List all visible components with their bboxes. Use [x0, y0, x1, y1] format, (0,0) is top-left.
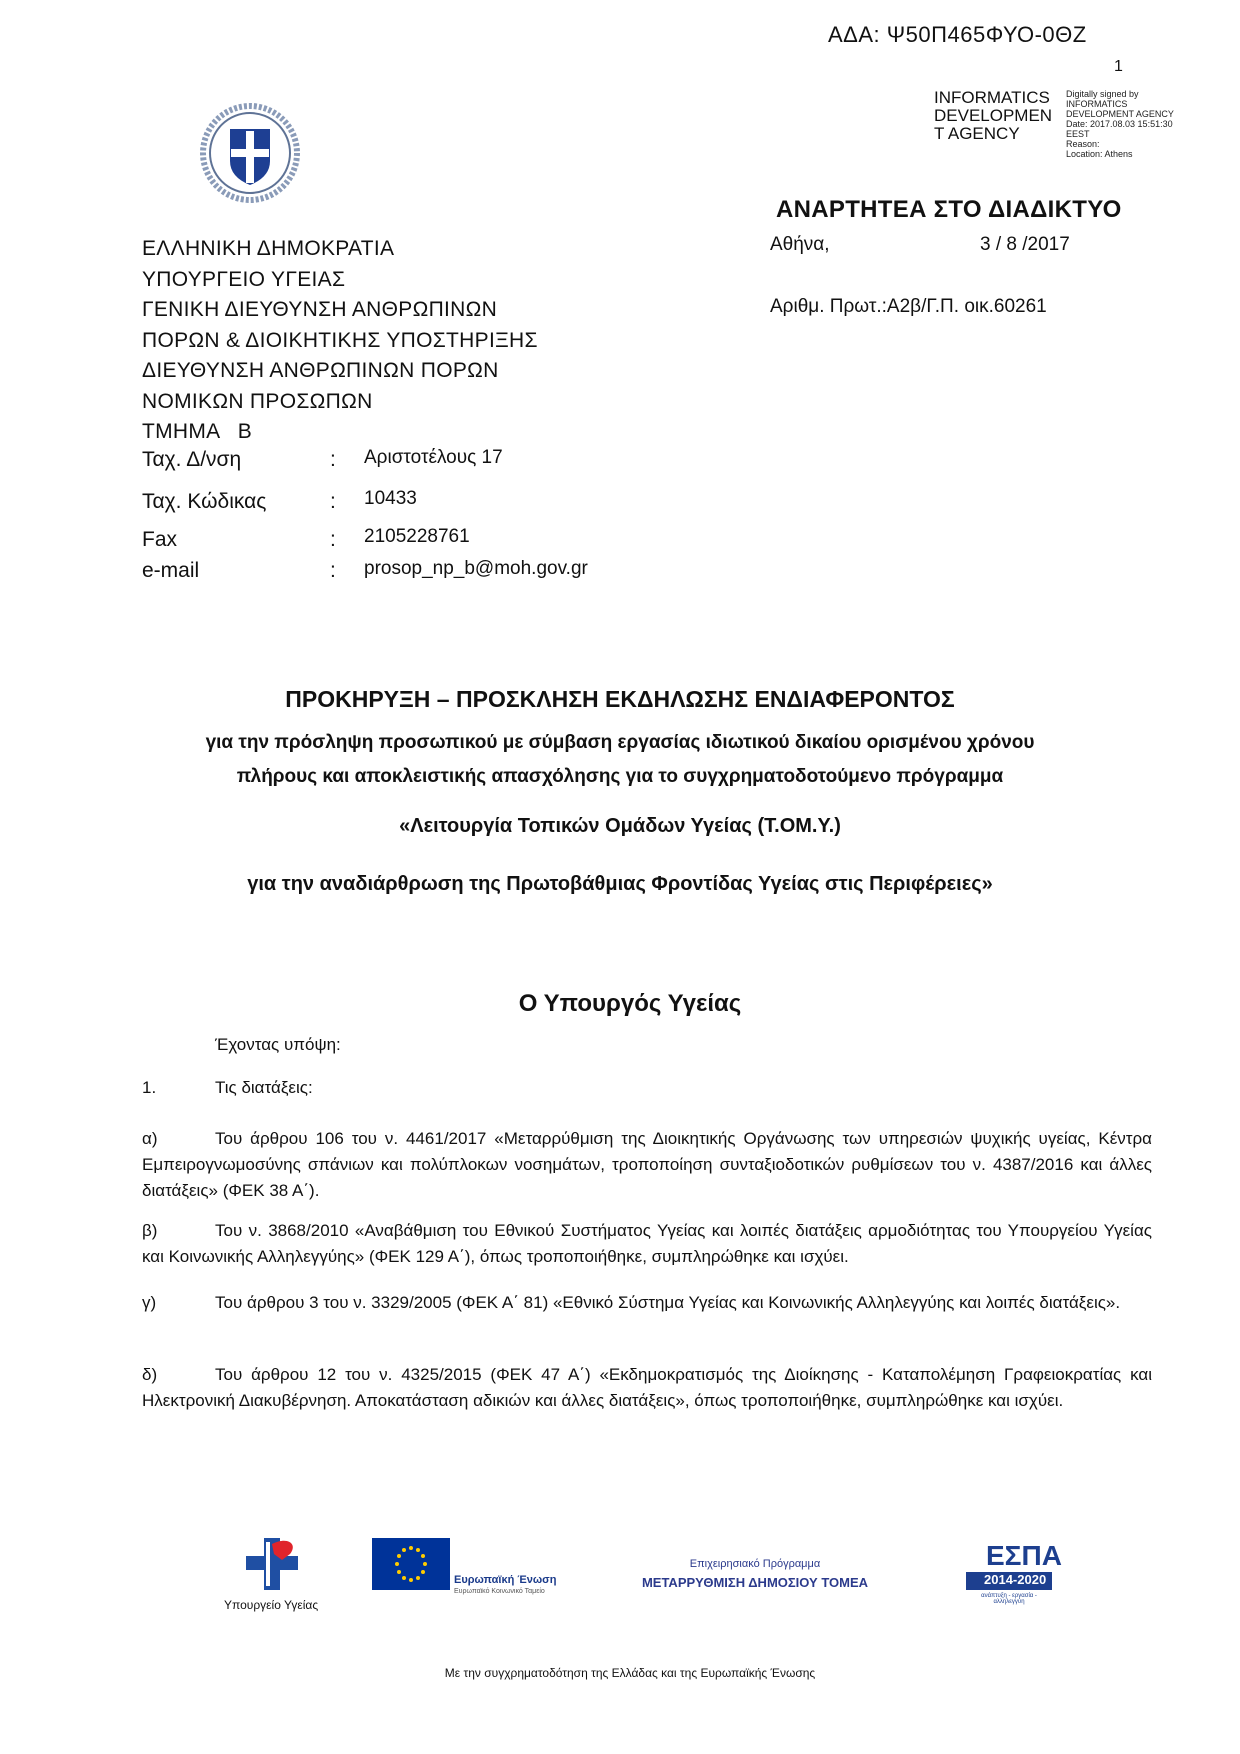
ministry-of-health-logo-icon — [242, 1534, 302, 1594]
item-text: Τις διατάξεις: — [215, 1078, 313, 1097]
authority-line: ΥΠΟΥΡΓΕΙΟ ΥΓΕΙΑΣ — [142, 267, 346, 291]
issuing-authority — [142, 234, 538, 448]
contact-value-fax: 2105228761 — [364, 526, 470, 547]
signature-name-line: DEVELOPMEN — [934, 106, 1053, 125]
signature-detail-line: DEVELOPMENT AGENCY — [1066, 109, 1174, 119]
page-number: 1 — [1114, 58, 1123, 75]
signature-detail-line: EEST — [1066, 129, 1090, 139]
item-number: 1. — [142, 1078, 157, 1097]
place: Αθήνα, — [770, 234, 830, 255]
operational-programme-name: ΜΕΤΑΡΡΥΘΜΙΣΗ ΔΗΜΟΣΙΟΥ ΤΟΜΕΑ — [641, 1575, 869, 1590]
provision-text: Του άρθρου 106 του ν. 4461/2017 «Μεταρρύθμιση της Διοικητικής Οργάνωσης των υπηρεσιών ψυχικής υγείας, Κέντρα Εμπειρογνωμοσύνης σπάνιων και πολύπλοκων νοσημάτων, τροποποίηση συνταξιοδοτικών ρυθμίσεων του ν. 4387/2016 και άλλες διατάξεις» (ΦΕΚ 38 Α΄). — [142, 1129, 1152, 1200]
posted-online-notice: ΑΝΑΡΤΗΤΕΑ ΣΤΟ ΔΙΑΔΙΚΤΥΟ — [776, 196, 1122, 223]
program-purpose: για την αναδιάρθρωση της Πρωτοβάθμιας Φροντίδας Υγείας στις Περιφέρειες» — [247, 873, 993, 895]
signature-detail-line: Digitally signed by — [1066, 89, 1139, 99]
signature-detail-line: Location: Athens — [1066, 149, 1133, 159]
contact-label-fax: Fax — [142, 528, 178, 551]
contact-value-postcode: 10433 — [364, 488, 417, 509]
authority-line: ΔΙΕΥΘΥΝΣΗ ΑΝΘΡΩΠΙΝΩΝ ΠΟΡΩΝ — [142, 359, 499, 382]
eu-flag-icon — [372, 1538, 450, 1590]
authority-line: ΕΛΛΗΝΙΚΗ ΔΗΜΟΚΡΑΤΙΑ — [142, 237, 395, 260]
having-regard: Έχοντας υπόψη: — [215, 1035, 341, 1054]
espa-tagline: ανάπτυξη - εργασία - αλληλεγγύη — [981, 1593, 1037, 1605]
eu-sublabel: Ευρωπαϊκό Κοινωνικό Ταμείο — [454, 1588, 545, 1595]
minister-heading: Ο Υπουργός Υγείας — [518, 990, 742, 1017]
authority-line: ΓΕΝΙΚΗ ΔΙΕΥΘΥΝΣΗ ΑΝΘΡΩΠΙΝΩΝ — [142, 298, 498, 321]
digital-signature-name — [934, 89, 1060, 143]
signature-name-line: INFORMATICS — [934, 88, 1050, 107]
signature-detail-line: Date: 2017.08.03 15:51:30 — [1066, 119, 1173, 129]
provision-label: α) — [142, 1129, 158, 1148]
authority-line: ΠΟΡΩΝ & ΔΙΟΙΚΗΤΙΚΗΣ ΥΠΟΣΤΗΡΙΞΗΣ — [142, 328, 538, 352]
provision-paragraph — [142, 1290, 1152, 1316]
provision-paragraph — [142, 1218, 1152, 1270]
provision-paragraph — [142, 1126, 1152, 1204]
subtitle-line: πλήρους και αποκλειστικής απασχόλησης για το συγχρηματοδοτούμενο πρόγραμμα — [236, 766, 1004, 787]
signature-detail-line: Reason: — [1066, 139, 1100, 149]
program-name: «Λειτουργία Τοπικών Ομάδων Υγείας (Τ.ΟΜ.Υ.) — [399, 815, 841, 837]
eu-label: Ευρωπαϊκή Ένωση — [454, 1574, 557, 1586]
greek-coat-of-arms-icon — [200, 103, 300, 203]
signature-detail-line: INFORMATICS — [1066, 99, 1128, 109]
contact-value-address: Αριστοτέλους 17 — [364, 447, 503, 468]
operational-programme-label: Επιχειρησιακό Πρόγραμμα — [689, 1558, 821, 1570]
contact-label-address: Ταχ. Δ/νση — [142, 448, 242, 471]
contact-label-postcode: Ταχ. Κώδικας — [142, 490, 267, 513]
digital-signature-details — [1066, 89, 1206, 159]
contact-colon: : — [330, 559, 336, 582]
subtitle-line: για την πρόσληψη προσωπικού με σύμβαση εργασίας ιδιωτικού δικαίου ορισμένου χρόνου — [205, 732, 1035, 753]
document-date: 3 / 8 /2017 — [980, 234, 1070, 255]
document-title: ΠΡΟΚΗΡΥΞΗ – ΠΡΟΣΚΛΗΣΗ ΕΚΔΗΛΩΣΗΣ ΕΝΔΙΑΦΕΡΟΝΤΟΣ — [285, 686, 955, 712]
protocol-number: Αριθμ. Πρωτ.:Α2β/Γ.Π. οικ.60261 — [770, 296, 1047, 317]
signature-name-line: T AGENCY — [934, 124, 1020, 143]
provision-label: δ) — [142, 1365, 158, 1384]
provision-text: Του άρθρου 3 του ν. 3329/2005 (ΦΕΚ Α΄ 81) «Εθνικό Σύστημα Υγείας και Κοινωνικής Αλληλεγγύης και λοιπές διατάξεις». — [215, 1293, 1121, 1312]
authority-line: ΝΟΜΙΚΩΝ ΠΡΟΣΩΠΩΝ — [142, 389, 373, 413]
contact-colon: : — [330, 448, 336, 471]
contact-label-email: e-mail — [142, 559, 200, 582]
provision-text: Του άρθρου 12 του ν. 4325/2015 (ΦΕΚ 47 Α΄) «Εκδημοκρατισμός της Διοίκησης - Καταπολέμηση Γραφειοκρατίας και Ηλεκτρονική Διακυβέρνηση. Αποκατάσταση αδικιών και άλλες διατάξεις», όπως τροποποιήθηκε, συμπληρώθηκε και ισχύει. — [142, 1365, 1152, 1410]
espa-logo-word: ΕΣΠΑ — [986, 1540, 1062, 1571]
ada-code: ΑΔΑ: Ψ50Π465ΦΥΟ-0ΘΖ — [828, 22, 1087, 47]
authority-line: ΤΜΗΜΑ Β — [142, 420, 253, 443]
provision-label: β) — [142, 1221, 158, 1240]
provision-paragraph — [142, 1362, 1152, 1414]
provision-text: Του ν. 3868/2010 «Αναβάθμιση του Εθνικού Συστήματος Υγείας και λοιπές διατάξεις αρμοδιότητας του Υπουργείου Υγείας και Κοινωνικής Αλληλεγγύης» (ΦΕΚ 129 Α΄), όπως τροποποιήθηκε, συμπληρώθηκε και ισχύει. — [142, 1221, 1152, 1266]
contact-colon: : — [330, 490, 336, 513]
provision-label: γ) — [142, 1293, 157, 1312]
cofunding-note: Με την συγχρηματοδότηση της Ελλάδας και της Ευρωπαϊκής Ένωσης — [444, 1666, 816, 1680]
ministry-logo-label: Υπουργείο Υγείας — [224, 1598, 319, 1612]
document-subtitle — [0, 726, 1240, 794]
contact-colon: : — [330, 528, 336, 551]
espa-years: 2014-2020 — [984, 1572, 1047, 1587]
contact-value-email[interactable]: prosop_np_b@moh.gov.gr — [364, 558, 588, 579]
